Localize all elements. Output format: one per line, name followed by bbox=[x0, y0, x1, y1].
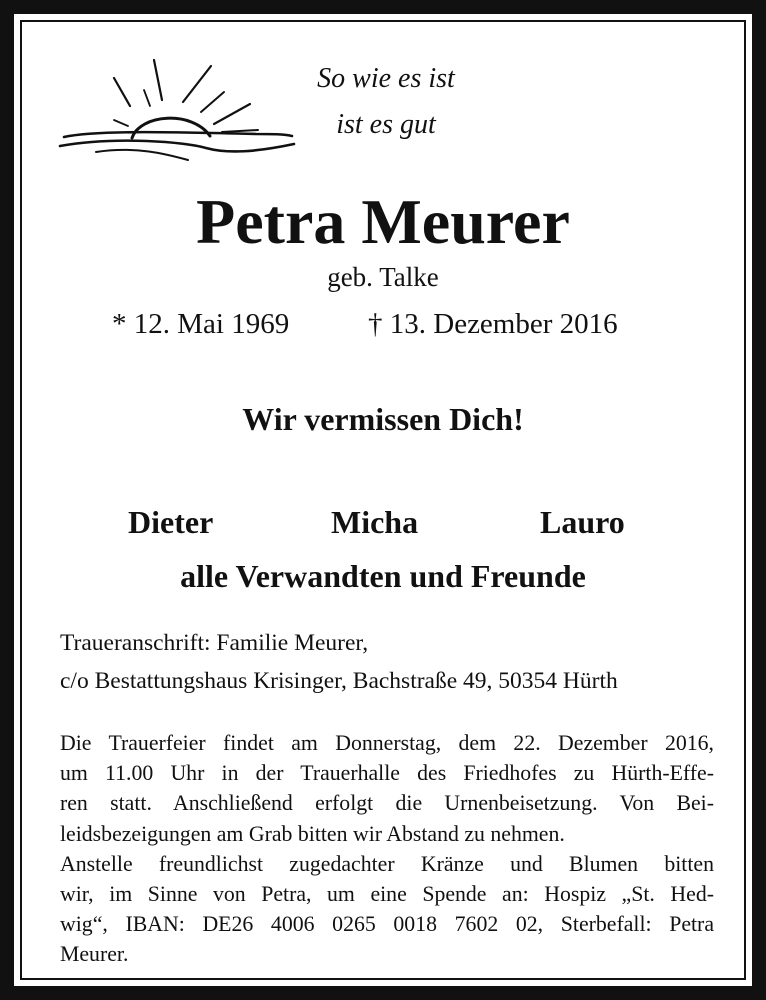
sunset-icon bbox=[56, 54, 296, 172]
notice-line: wir, im Sinne von Petra, um eine Spende an: Hospiz „St. Hed- bbox=[60, 882, 714, 907]
mourner-name: Lauro bbox=[540, 504, 625, 540]
motto-line-1: So wie es ist bbox=[317, 63, 455, 94]
relatives-line: alle Verwandten und Freunde bbox=[180, 558, 586, 594]
notice-line: wig“, IBAN: DE26 4006 0265 0018 7602 02, Sterbefall: Petra bbox=[60, 912, 714, 937]
mourner-name: Dieter bbox=[128, 504, 214, 540]
mourner-names bbox=[0, 500, 766, 544]
notice-line: ren statt. Anschließend erfolgt die Urnenbeisetzung. Von Bei- bbox=[60, 791, 714, 816]
notice-line: leidsbezeigungen am Grab bitten wir Abstand zu nehmen. bbox=[60, 821, 565, 846]
notice-line: Anstelle freundlichst zugedachter Kränze und Blumen bitten bbox=[60, 851, 714, 876]
farewell-message: Wir vermissen Dich! bbox=[242, 401, 524, 437]
service-notice bbox=[60, 728, 714, 970]
address-line: c/o Bestattungshaus Krisinger, Bachstraße 49, 50354 Hürth bbox=[60, 668, 618, 694]
birth-name: geb. Talke bbox=[327, 262, 439, 292]
deceased-name: Petra Meurer bbox=[196, 186, 570, 257]
notice-line: Die Trauerfeier findet am Donnerstag, dem 22. Dezember 2016, bbox=[60, 731, 714, 755]
birth-date: * 12. Mai 1969 bbox=[112, 308, 290, 340]
death-date: † 13. Dezember 2016 bbox=[368, 308, 618, 340]
mourner-name: Micha bbox=[331, 504, 419, 540]
notice-line: Meurer. bbox=[60, 942, 129, 967]
life-dates bbox=[0, 304, 766, 344]
address-line: Traueranschrift: Familie Meurer, bbox=[60, 630, 369, 656]
motto bbox=[276, 56, 496, 148]
motto-line-2: ist es gut bbox=[336, 109, 436, 140]
mourning-address bbox=[60, 624, 720, 700]
notice-line: um 11.00 Uhr in der Trauerhalle des Friedhofes zu Hürth-Effe- bbox=[60, 761, 714, 786]
